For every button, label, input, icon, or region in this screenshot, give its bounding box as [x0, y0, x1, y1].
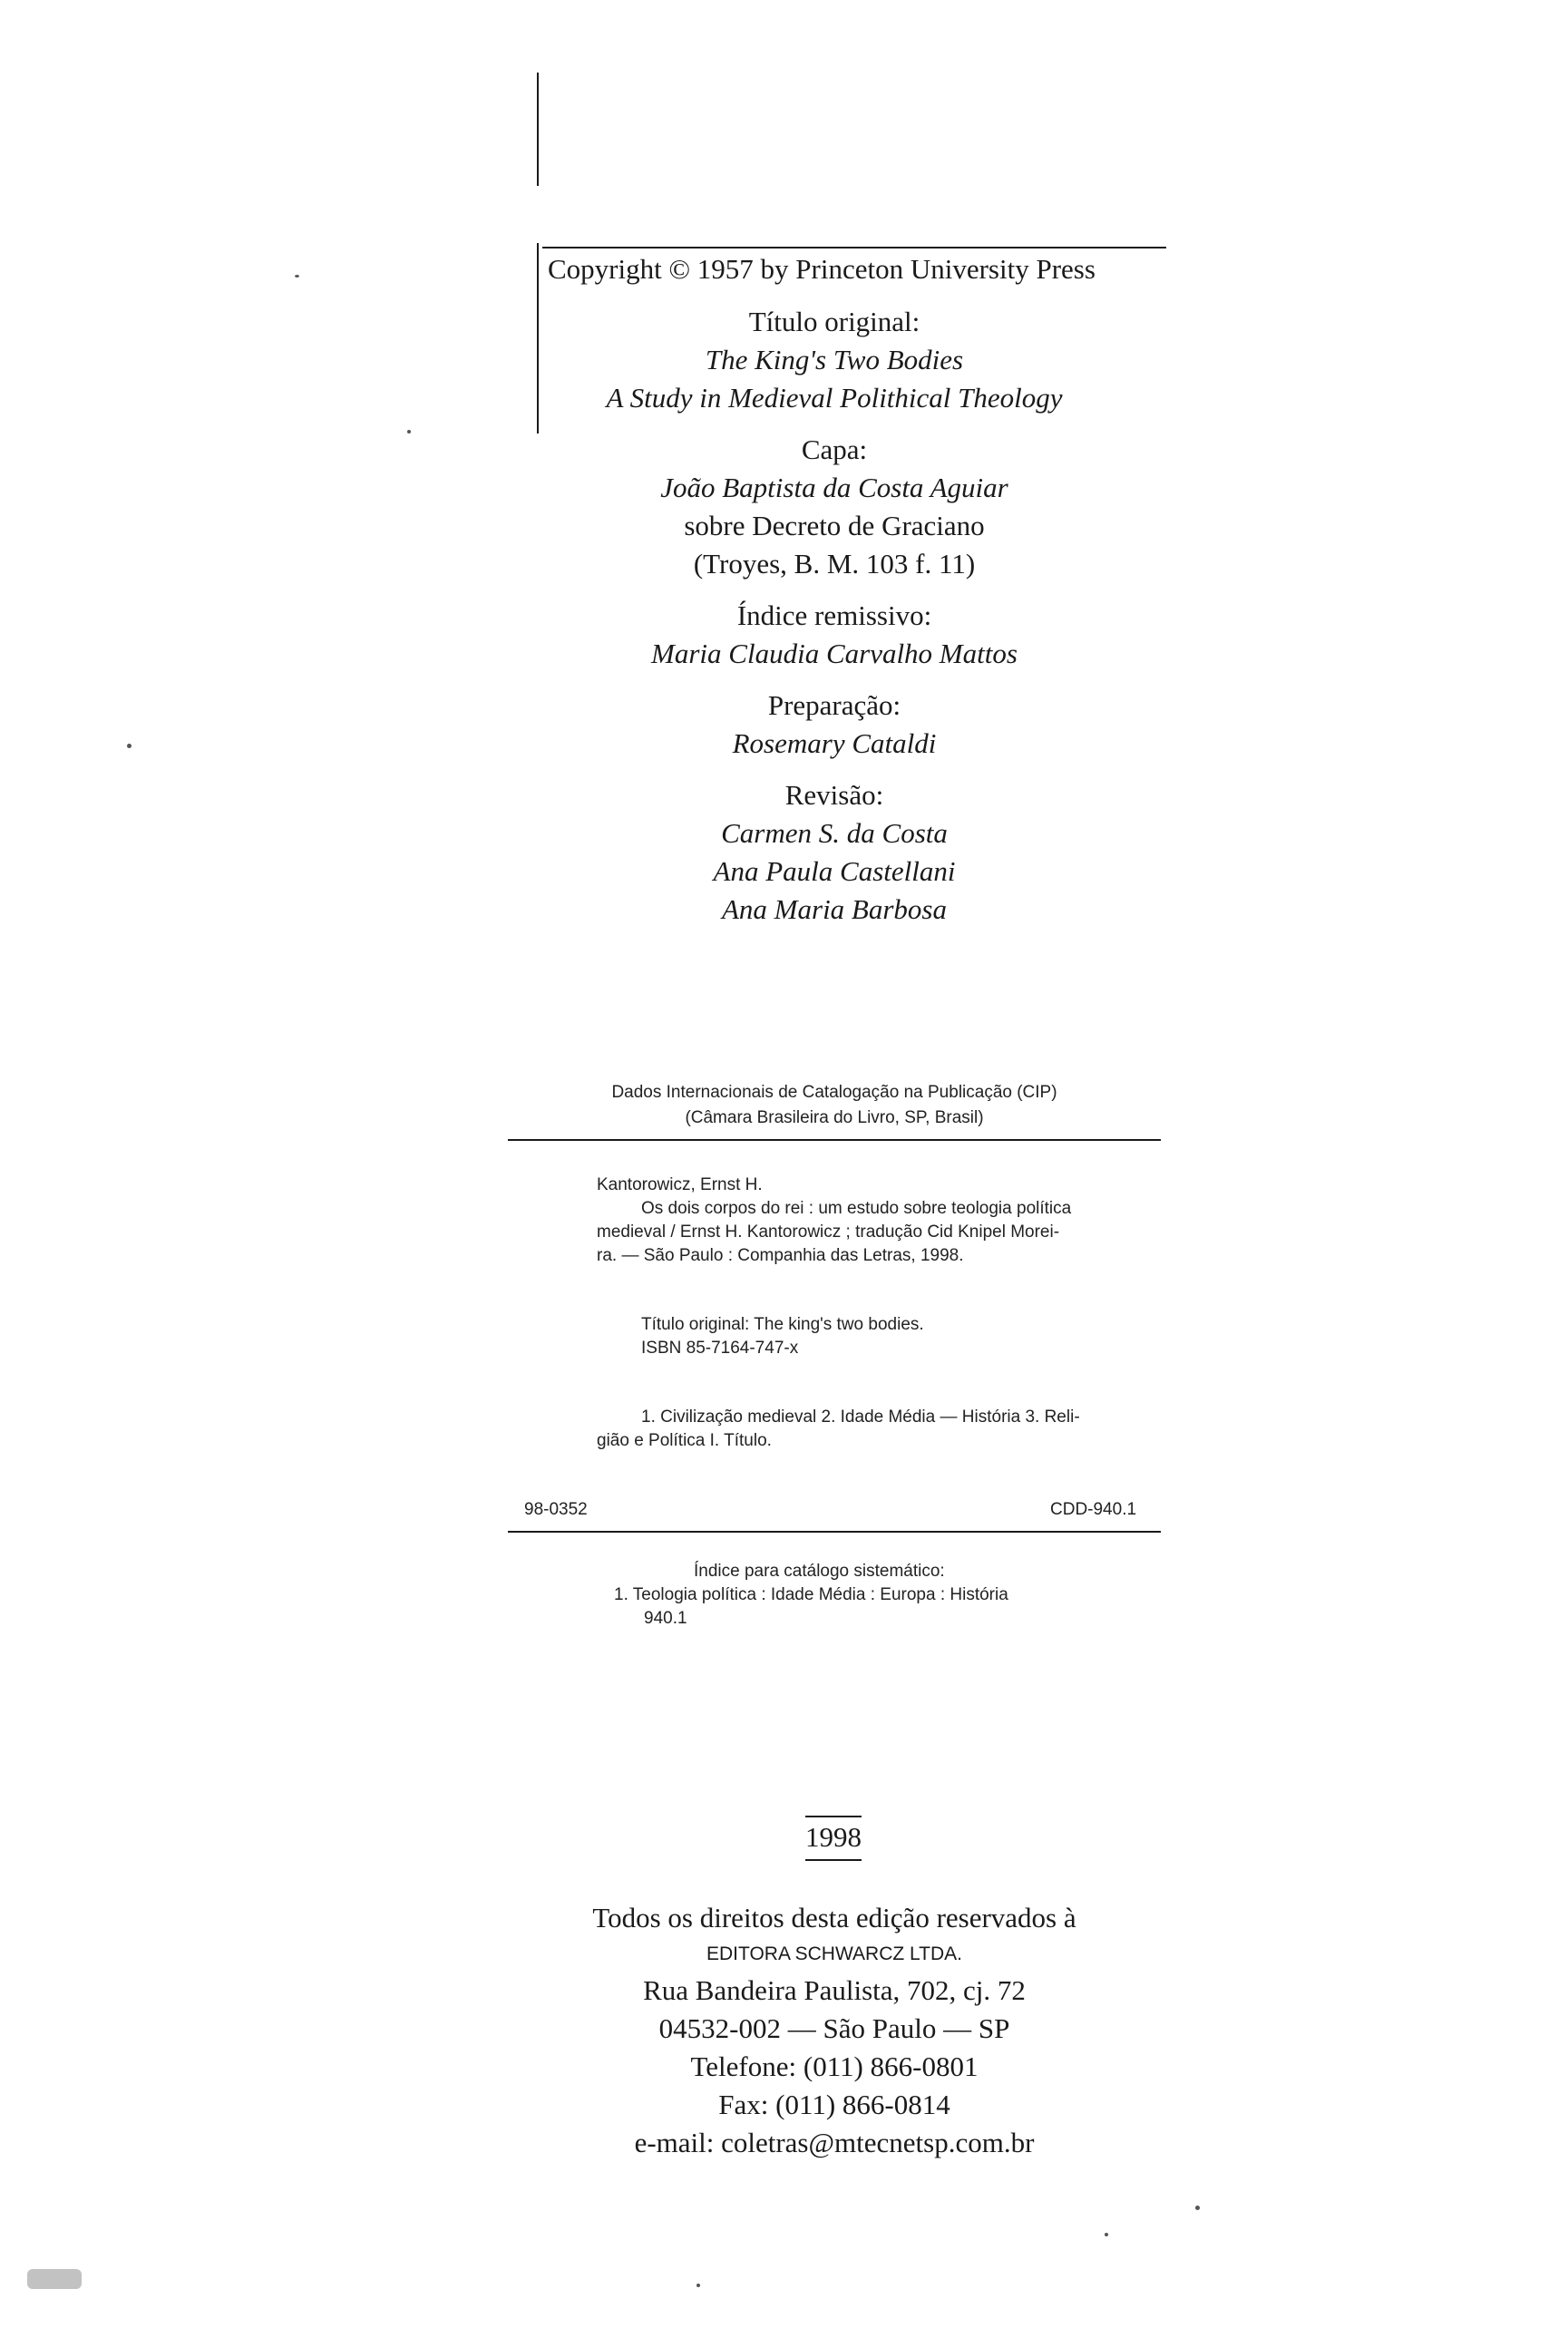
- credit-line: Carmen S. da Costa: [721, 817, 948, 849]
- credit-line: A Study in Medieval Polithical Theology: [606, 382, 1063, 414]
- scan-speck: [407, 430, 411, 433]
- publisher-address: Rua Bandeira Paulista, 702, cj. 72: [643, 1974, 1026, 2006]
- year-rule-bottom: [805, 1859, 862, 1861]
- credit-line: Maria Claudia Carvalho Mattos: [651, 638, 1018, 669]
- scan-speck: [1105, 2233, 1108, 2236]
- credit-line: Ana Maria Barbosa: [722, 893, 947, 925]
- cip-index-entry: 1. Teologia política : Idade Média : Europa : História: [614, 1585, 1008, 1604]
- cip-description-1: Os dois corpos do rei : um estudo sobre teologia política: [641, 1199, 1072, 1218]
- credit-index: [535, 597, 1134, 673]
- credit-label: Revisão:: [784, 779, 884, 811]
- credit-cover: [535, 431, 1134, 583]
- cip-author: Kantorowicz, Ernst H.: [597, 1175, 763, 1194]
- cip-record-number: 98-0352: [524, 1500, 588, 1519]
- cip-isbn: ISBN 85-7164-747-x: [641, 1339, 799, 1358]
- credit-label: Índice remissivo:: [736, 599, 932, 631]
- credit-label: Preparação:: [767, 689, 901, 721]
- credit-line: Ana Paula Castellani: [713, 855, 956, 887]
- cip-index-code: 940.1: [644, 1609, 687, 1628]
- cip-subjects-2: gião e Política I. Título.: [597, 1431, 772, 1450]
- year-rule-top: [805, 1816, 862, 1817]
- imprint-block: [508, 1899, 1161, 2162]
- credit-preparation: [535, 687, 1134, 763]
- cip-original-title: Título original: The king's two bodies.: [641, 1315, 924, 1334]
- cip-description-3: ra. — São Paulo : Companhia das Letras, 1998.: [597, 1246, 964, 1265]
- publisher-city: 04532-002 — São Paulo — SP: [658, 2012, 1010, 2044]
- cip-header-1: Dados Internacionais de Catalogação na Publicação (CIP): [611, 1083, 1057, 1102]
- credit-line: sobre Decreto de Graciano: [684, 510, 985, 541]
- credits-block: [535, 303, 1134, 929]
- credit-original-title: [535, 303, 1134, 417]
- cip-header-2: (Câmara Brasileira do Livro, SP, Brasil): [685, 1108, 984, 1127]
- margin-vertical-line-top: [537, 73, 539, 186]
- cip-description-2: medieval / Ernst H. Kantorowicz ; tradução Cid Knipel Morei-: [597, 1222, 1060, 1242]
- scan-speck: [127, 744, 131, 748]
- cip-bottom-rule: [508, 1531, 1161, 1533]
- copyright-line: Copyright © 1957 by Princeton University Press: [548, 253, 1096, 285]
- cip-index-title: Índice para catálogo sistemático:: [694, 1562, 945, 1581]
- year: 1998: [805, 1821, 862, 1853]
- publisher-email: e-mail: coletras@mtecnetsp.com.br: [634, 2127, 1035, 2158]
- credit-line: João Baptista da Costa Aguiar: [660, 472, 1008, 503]
- scan-speck: [295, 275, 299, 278]
- credit-label: Capa:: [801, 433, 868, 465]
- credit-revision: [535, 776, 1134, 929]
- publisher-name: EDITORA SCHWARCZ LTDA.: [706, 1943, 962, 1964]
- publisher-phone: Telefone: (011) 866-0801: [690, 2050, 979, 2082]
- scan-speck: [696, 2284, 700, 2287]
- credit-line: The King's Two Bodies: [705, 344, 964, 375]
- cip-cdd: CDD-940.1: [1050, 1500, 1137, 1519]
- rights-line: Todos os direitos desta edição reservados à: [592, 1902, 1076, 1934]
- credit-line: (Troyes, B. M. 103 f. 11): [693, 548, 976, 580]
- scan-speck: [27, 2269, 82, 2289]
- copyright-rule: [542, 247, 1166, 248]
- credit-line: Rosemary Cataldi: [732, 727, 937, 759]
- publisher-fax: Fax: (011) 866-0814: [718, 2089, 950, 2120]
- scan-speck: [1195, 2206, 1200, 2210]
- cip-subjects-1: 1. Civilização medieval 2. Idade Média — História 3. Reli-: [641, 1408, 1080, 1427]
- credit-label: Título original:: [748, 306, 920, 337]
- cip-top-rule: [508, 1139, 1161, 1141]
